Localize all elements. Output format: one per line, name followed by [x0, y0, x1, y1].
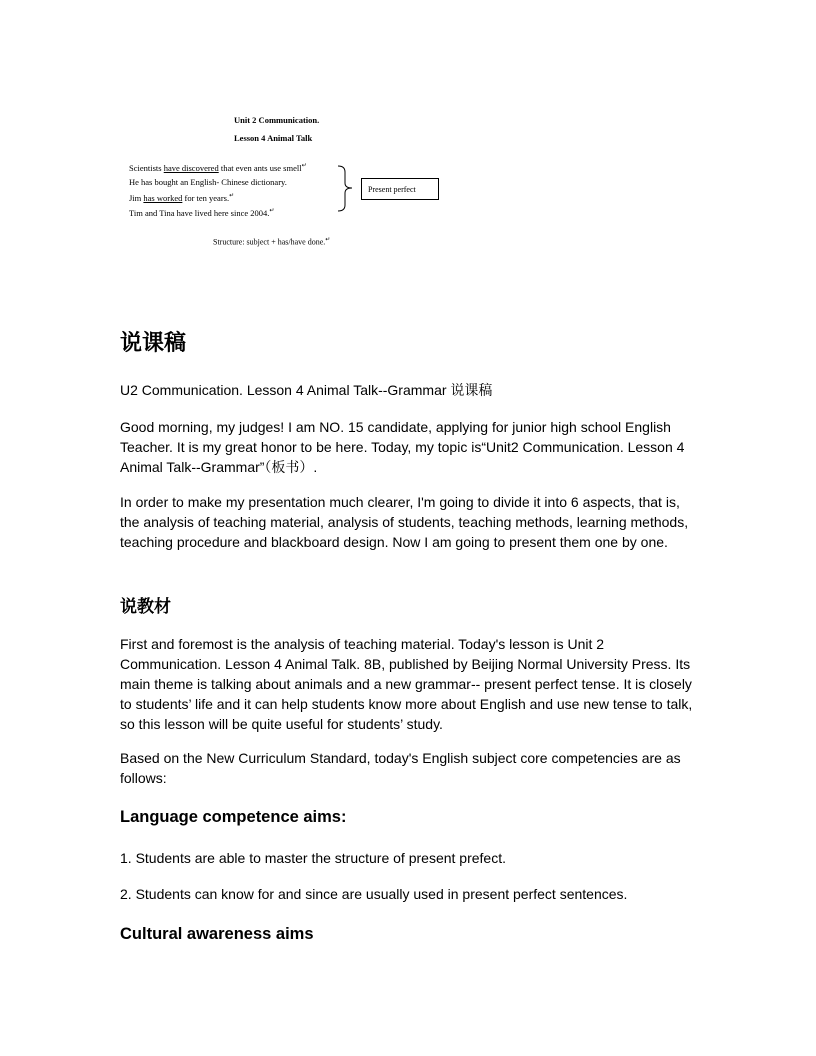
present-perfect-label: Present perfect	[361, 178, 439, 200]
language-aim-item: 1. Students are able to master the structure of present prefect.	[120, 850, 506, 866]
example-sentence: Jim has worked for ten years.↵	[129, 192, 235, 203]
cultural-aims-heading: Cultural awareness aims	[120, 925, 314, 943]
outline-paragraph: In order to make my presentation much clearer, I'm going to divide it into 6 aspects, that is, the analysis of teaching material, analysis of students, teaching methods, learning methods, teaching procedure and blackboard design. Now I am going to present them one by one.	[120, 494, 689, 550]
language-aims-heading: Language competence aims:	[120, 808, 347, 826]
structure-formula: Structure: subject + has/have done.↵	[213, 237, 331, 247]
doc-subtitle: U2 Communication. Lesson 4 Animal Talk--Grammar 说课稿	[120, 382, 493, 398]
intro-paragraph: Good morning, my judges! I am NO. 15 candidate, applying for junior high school English Teacher. It is my great honor to be here. Today, my topic is“Unit2 Communication. Lesson 4 Animal Talk--Grammar”（板书）.	[120, 419, 685, 475]
lesson-title: Lesson 4 Animal Talk	[234, 133, 313, 143]
example-sentence: Scientists have discovered that even ants use smell↵	[129, 162, 307, 173]
example-sentence: Tim and Tina have lived here since 2004.↵	[129, 207, 275, 218]
language-aim-item: 2. Students can know for and since are usually used in present perfect sentences.	[120, 886, 628, 902]
section-heading-material: 说教材	[120, 597, 171, 617]
material-paragraph: First and foremost is the analysis of teaching material. Today's lesson is Unit 2 Communication. Lesson 4 Animal Talk. 8B, published by Beijing Normal University Press. Its main theme is talking about animals and a new grammar-- present perfect tense. It is closely to students’ life and it can help students know more about English and use new tense to talk, so this lesson will be quite useful for students’ study.	[120, 636, 693, 732]
blackboard-image	[0, 0, 816, 260]
example-sentence: He has bought an English- Chinese dictionary.	[129, 177, 287, 187]
unit-title: Unit 2 Communication.	[234, 115, 320, 125]
doc-title: 说课稿	[120, 331, 187, 356]
standard-paragraph: Based on the New Curriculum Standard, today's English subject core competencies are as follows:	[120, 750, 681, 786]
bracket-graphic	[0, 0, 816, 260]
